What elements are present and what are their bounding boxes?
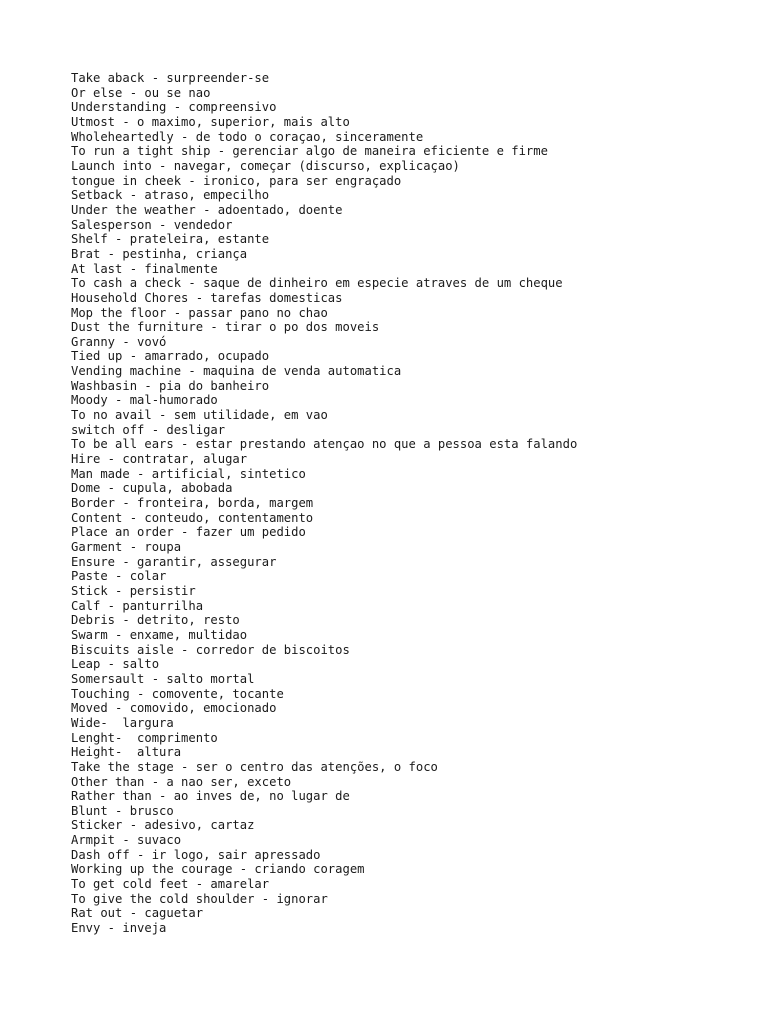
vocab-line: To be all ears - estar prestando atençao no que a pessoa esta falando [71, 437, 578, 452]
vocab-line: To give the cold shoulder - ignorar [71, 891, 328, 906]
vocab-line: To no avail - sem utilidade, em vao [71, 408, 328, 423]
vocab-line: Dust the furniture - tirar o po dos moveis [71, 320, 380, 335]
vocab-line: Granny - vovó [71, 334, 167, 349]
vocab-line: Height- altura [71, 745, 182, 760]
vocab-line: Understanding - compreensivo [71, 100, 277, 115]
vocab-line: Paste - colar [71, 569, 167, 584]
vocab-line: Armpit - suvaco [71, 833, 182, 848]
vocab-line: Moody - mal-humorado [71, 393, 218, 408]
vocab-line: Somersault - salto mortal [71, 671, 255, 686]
vocab-line: Ensure - garantir, assegurar [71, 554, 277, 569]
vocab-line: Stick - persistir [71, 583, 196, 598]
vocab-line: Setback - atraso, empecilho [71, 188, 270, 203]
vocabulary-list [71, 71, 748, 936]
vocab-line: Tied up - amarrado, ocupado [71, 349, 270, 364]
vocab-line: Garment - roupa [71, 540, 182, 554]
vocab-line: Calf - panturrilha [71, 598, 204, 613]
vocab-line: Envy - inveja [71, 921, 167, 936]
vocab-line: Biscuits aisle - corredor de biscoitos [71, 642, 350, 657]
vocab-line: Household Chores - tarefas domesticas [71, 290, 343, 305]
vocab-line: Hire - contratar, alugar [71, 452, 248, 467]
vocab-line: Sticker - adesivo, cartaz [71, 818, 255, 833]
vocab-line: Brat - pestinha, criança [71, 246, 248, 261]
vocab-line: switch off - desligar [71, 422, 226, 437]
vocab-line: Lenght- comprimento [71, 730, 218, 745]
vocab-line: Utmost - o maximo, superior, mais alto [71, 114, 350, 129]
vocab-line: Rather than - ao inves de, no lugar de [71, 789, 350, 804]
vocab-line: Shelf - prateleira, estante [71, 232, 270, 247]
vocab-line: Under the weather - adoentado, doente [71, 202, 343, 217]
vocab-line: Leap - salto [71, 657, 160, 672]
vocab-line: To cash a check - saque de dinheiro em especie atraves de um cheque [71, 276, 563, 291]
vocab-line: Dash off - ir logo, sair apressado [71, 847, 321, 862]
vocab-line: Swarm - enxame, multidao [71, 627, 248, 642]
vocab-line: At last - finalmente [71, 261, 218, 276]
vocab-line: Place an order - fazer um pedido [71, 525, 306, 540]
vocab-line: Wide- largura [71, 715, 174, 730]
vocab-line: Moved - comovido, emocionado [71, 701, 277, 716]
vocab-line: Blunt - brusco [71, 803, 174, 818]
vocab-line: Dome - cupula, abobada [71, 481, 233, 496]
vocab-line: Salesperson - vendedor [71, 217, 233, 232]
vocab-line: Mop the floor - passar pano no chao [71, 305, 328, 320]
vocab-line: Launch into - navegar, começar (discurso, explicaçao) [71, 158, 460, 173]
vocab-line: Content - conteudo, contentamento [71, 510, 314, 525]
vocab-line: Vending machine - maquina de venda automatica [71, 364, 402, 379]
vocab-line: To run a tight ship - gerenciar algo de maneira eficiente e firme [71, 144, 548, 159]
vocab-line: Border - fronteira, borda, margem [71, 496, 314, 511]
vocab-line: Or else - ou se nao [71, 85, 211, 100]
vocab-line: Other than - a nao ser, exceto [71, 774, 292, 789]
vocab-line: To get cold feet - amarelar [71, 877, 270, 892]
vocab-line: Take aback - surpreender-se [71, 71, 270, 85]
vocab-line: Touching - comovente, tocante [71, 686, 284, 701]
vocab-line: Washbasin - pia do banheiro [71, 378, 270, 393]
vocab-line: Debris - detrito, resto [71, 613, 240, 628]
vocab-line: tongue in cheek - ironico, para ser engraçado [71, 173, 402, 188]
vocab-line: Working up the courage - criando coragem [71, 862, 365, 877]
vocab-line: Take the stage - ser o centro das atenções, o foco [71, 759, 438, 774]
vocab-line: Wholeheartedly - de todo o coraçao, sinceramente [71, 129, 424, 144]
vocab-line: Man made - artificial, sintetico [71, 466, 306, 481]
vocab-line: Rat out - caguetar [71, 906, 204, 921]
